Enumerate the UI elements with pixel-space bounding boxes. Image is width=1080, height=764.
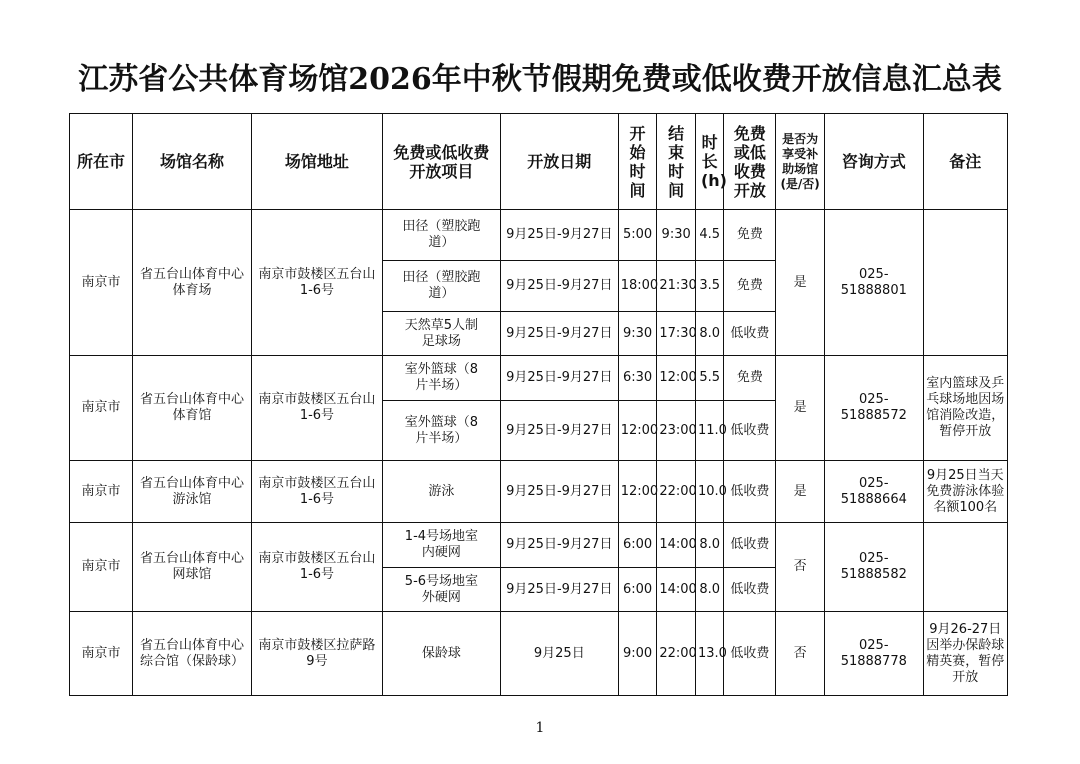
- header-fee: 免费或低收费开放: [724, 114, 776, 210]
- cell-venue: 省五台山体育中心体育场: [133, 210, 252, 356]
- cell-remark: [923, 210, 1007, 356]
- cell-contact: 025-51888778: [825, 612, 924, 696]
- cell-project: 1-4号场地室内硬网: [382, 523, 500, 568]
- cell-duration: 3.5: [695, 261, 723, 312]
- header-venue: 场馆名称: [133, 114, 252, 210]
- table-row: [70, 461, 1008, 523]
- cell-city: 南京市: [70, 612, 133, 696]
- header-end: 结束时间: [657, 114, 696, 210]
- cell-city: 南京市: [70, 461, 133, 523]
- cell-project: 室外篮球（8片半场）: [382, 356, 500, 401]
- cell-project: 天然草5人制足球场: [382, 312, 500, 356]
- cell-date: 9月25日-9月27日: [500, 401, 618, 461]
- cell-duration: 8.0: [695, 312, 723, 356]
- cell-address: 南京市鼓楼区五台山1-6号: [251, 210, 382, 356]
- cell-start: 18:00: [618, 261, 657, 312]
- cell-project: 室外篮球（8片半场）: [382, 401, 500, 461]
- header-subsidy: 是否为享受补助场馆(是/否): [776, 114, 825, 210]
- cell-venue: 省五台山体育中心网球馆: [133, 523, 252, 612]
- cell-contact: 025-51888801: [825, 210, 924, 356]
- cell-venue: 省五台山体育中心体育馆: [133, 356, 252, 461]
- cell-end: 9:30: [657, 210, 696, 261]
- table-row: [70, 356, 1008, 401]
- table-row: [70, 612, 1008, 696]
- cell-fee: 低收费: [724, 523, 776, 568]
- cell-address: 南京市鼓楼区五台山1-6号: [251, 523, 382, 612]
- cell-remark: 室内篮球及乒乓球场地因场馆消险改造，暂停开放: [923, 356, 1007, 461]
- header-row: [70, 114, 1008, 210]
- cell-contact: 025-51888664: [825, 461, 924, 523]
- cell-city: 南京市: [70, 356, 133, 461]
- cell-project: 田径（塑胶跑道）: [382, 210, 500, 261]
- cell-end: 17:30: [657, 312, 696, 356]
- cell-date: 9月25日-9月27日: [500, 461, 618, 523]
- cell-venue: 省五台山体育中心综合馆（保龄球）: [133, 612, 252, 696]
- cell-start: 5:00: [618, 210, 657, 261]
- cell-end: 12:00: [657, 356, 696, 401]
- cell-end: 23:00: [657, 401, 696, 461]
- cell-project: 5-6号场地室外硬网: [382, 568, 500, 612]
- table-row: [70, 210, 1008, 261]
- cell-end: 22:00: [657, 612, 696, 696]
- cell-address: 南京市鼓楼区五台山1-6号: [251, 356, 382, 461]
- table-body: [70, 210, 1008, 696]
- cell-remark: [923, 523, 1007, 612]
- cell-duration: 11.0: [695, 401, 723, 461]
- header-city: 所在市: [70, 114, 133, 210]
- cell-date: 9月25日-9月27日: [500, 356, 618, 401]
- cell-date: 9月25日-9月27日: [500, 523, 618, 568]
- cell-fee: 免费: [724, 261, 776, 312]
- cell-start: 9:30: [618, 312, 657, 356]
- venue-table: [69, 113, 1008, 696]
- cell-start: 6:00: [618, 523, 657, 568]
- cell-date: 9月25日: [500, 612, 618, 696]
- cell-address: 南京市鼓楼区五台山1-6号: [251, 461, 382, 523]
- cell-duration: 10.0: [695, 461, 723, 523]
- cell-end: 14:00: [657, 568, 696, 612]
- cell-date: 9月25日-9月27日: [500, 210, 618, 261]
- cell-fee: 低收费: [724, 461, 776, 523]
- cell-venue: 省五台山体育中心游泳馆: [133, 461, 252, 523]
- header-address: 场馆地址: [251, 114, 382, 210]
- cell-date: 9月25日-9月27日: [500, 568, 618, 612]
- header-duration: 时长(h): [695, 114, 723, 210]
- cell-duration: 5.5: [695, 356, 723, 401]
- cell-duration: 4.5: [695, 210, 723, 261]
- cell-contact: 025-51888572: [825, 356, 924, 461]
- cell-start: 12:00: [618, 461, 657, 523]
- cell-start: 12:00: [618, 401, 657, 461]
- cell-contact: 025-51888582: [825, 523, 924, 612]
- page-title: 江苏省公共体育场馆2026年中秋节假期免费或低收费开放信息汇总表: [78, 62, 1002, 97]
- cell-subsidy: 否: [776, 523, 825, 612]
- cell-date: 9月25日-9月27日: [500, 312, 618, 356]
- cell-remark: 9月26-27日因举办保龄球精英赛，暂停开放: [923, 612, 1007, 696]
- cell-city: 南京市: [70, 210, 133, 356]
- page-number: 1: [535, 720, 545, 736]
- cell-start: 9:00: [618, 612, 657, 696]
- header-remark: 备注: [923, 114, 1007, 210]
- cell-remark: 9月25日当天免费游泳体验名额100名: [923, 461, 1007, 523]
- header-date: 开放日期: [500, 114, 618, 210]
- cell-project: 保龄球: [382, 612, 500, 696]
- cell-project: 游泳: [382, 461, 500, 523]
- cell-address: 南京市鼓楼区拉萨路9号: [251, 612, 382, 696]
- cell-fee: 低收费: [724, 401, 776, 461]
- cell-duration: 13.0: [695, 612, 723, 696]
- cell-subsidy: 是: [776, 356, 825, 461]
- cell-date: 9月25日-9月27日: [500, 261, 618, 312]
- table-row: [70, 523, 1008, 568]
- cell-duration: 8.0: [695, 568, 723, 612]
- cell-subsidy: 是: [776, 461, 825, 523]
- cell-fee: 免费: [724, 210, 776, 261]
- cell-duration: 8.0: [695, 523, 723, 568]
- cell-city: 南京市: [70, 523, 133, 612]
- cell-end: 22:00: [657, 461, 696, 523]
- cell-fee: 低收费: [724, 312, 776, 356]
- cell-end: 21:30: [657, 261, 696, 312]
- cell-fee: 低收费: [724, 568, 776, 612]
- header-project: 免费或低收费开放项目: [382, 114, 500, 210]
- cell-fee: 低收费: [724, 612, 776, 696]
- cell-project: 田径（塑胶跑道）: [382, 261, 500, 312]
- cell-fee: 免费: [724, 356, 776, 401]
- header-contact: 咨询方式: [825, 114, 924, 210]
- cell-subsidy: 是: [776, 210, 825, 356]
- cell-subsidy: 否: [776, 612, 825, 696]
- cell-end: 14:00: [657, 523, 696, 568]
- cell-start: 6:00: [618, 568, 657, 612]
- cell-start: 6:30: [618, 356, 657, 401]
- header-start: 开始时间: [618, 114, 657, 210]
